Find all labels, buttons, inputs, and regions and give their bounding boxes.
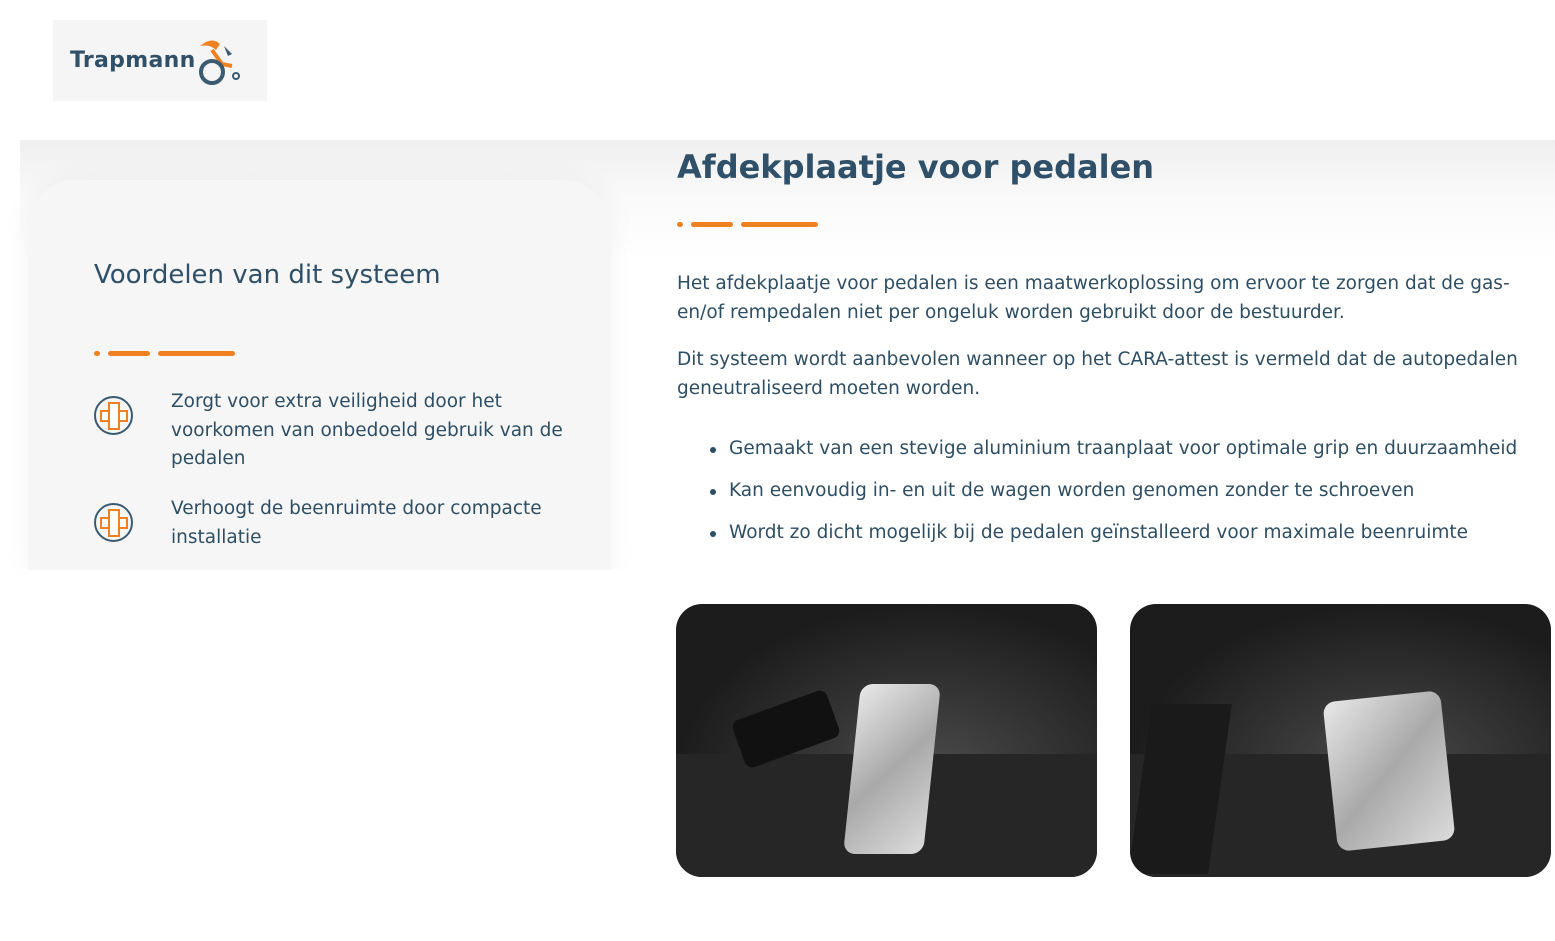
benefit-text: Verhoogt de beenruimte door compacte installatie [171, 498, 542, 548]
feature-item: Gemaakt van een stevige aluminium traanplaat voor optimale grip en duurzaamheid [710, 428, 1517, 470]
recommendation-paragraph: Dit systeem wordt aanbevolen wanneer op het CARA-attest is vermeld dat de autopedalen geneutraliseerd moeten worden. [677, 349, 1518, 399]
benefit-item [94, 498, 564, 552]
pedal-cover-photo-1[interactable] [676, 604, 1097, 877]
intro-paragraph: Het afdekplaatje voor pedalen is een maatwerkoplossing om ervoor te zorgen dat de gas- en/of rempedalen niet per ongeluk worden gebruikt door de bestuurder. [677, 273, 1510, 323]
benefits-title: Voordelen van dit systeem [94, 260, 441, 290]
logo[interactable] [53, 20, 267, 101]
page-title: Afdekplaatje voor pedalen [677, 148, 1155, 186]
wheelchair-logo-icon [192, 36, 242, 86]
accent-divider [94, 351, 235, 356]
plus-icon [94, 396, 133, 435]
feature-item: Kan eenvoudig in- en uit de wagen worden genomen zonder te schroeven [710, 470, 1517, 512]
plus-icon [94, 503, 133, 542]
accent-divider [677, 222, 818, 227]
feature-item: Wordt zo dicht mogelijk bij de pedalen geïnstalleerd voor maximale beenruimte [710, 512, 1517, 554]
benefit-text: Zorgt voor extra veiligheid door het voorkomen van onbedoeld gebruik van de pedalen [171, 391, 563, 469]
pedal-cover-photo-2[interactable] [1130, 604, 1551, 877]
logo-text: Trapmann [70, 48, 196, 73]
benefit-item [94, 391, 564, 474]
feature-list [710, 428, 1517, 554]
card-overlay [22, 570, 634, 770]
